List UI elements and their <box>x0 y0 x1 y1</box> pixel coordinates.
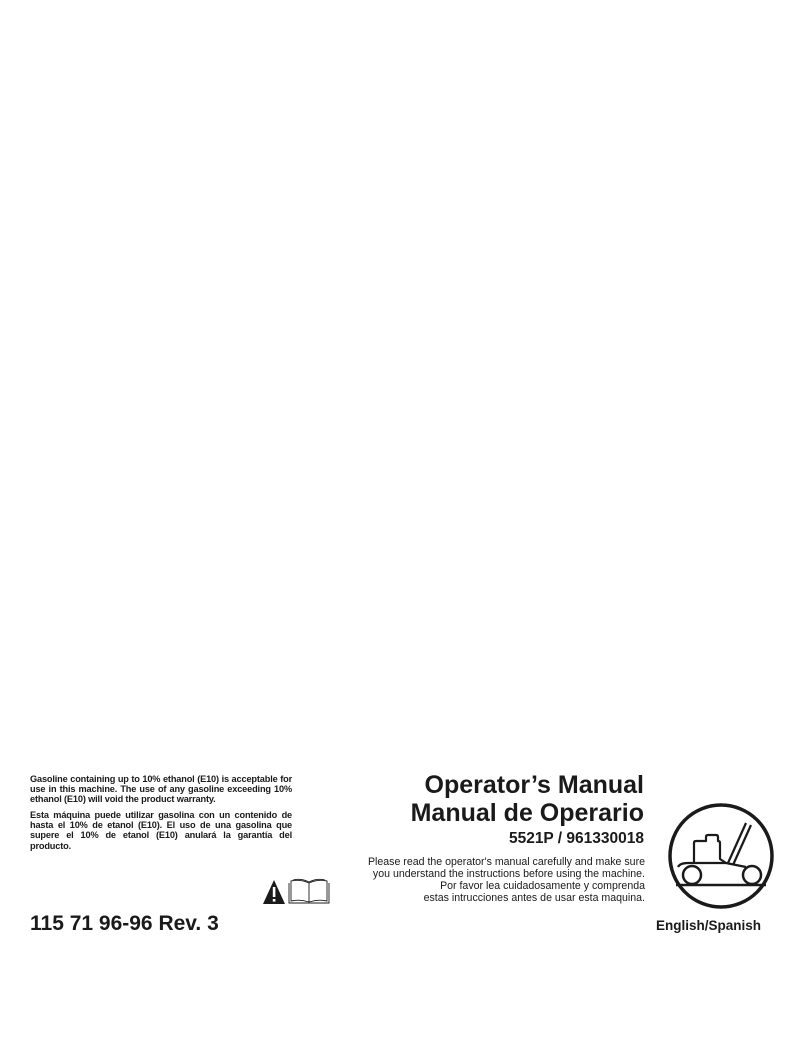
instructions-spanish-line2: estas intrucciones antes de usar esta maquina. <box>423 891 645 904</box>
title-english: Operator’s Manual <box>424 771 644 799</box>
instructions-english-line2: you understand the instructions before using the machine. <box>372 867 645 880</box>
open-book-icon <box>289 879 329 903</box>
title-spanish: Manual de Operario <box>410 799 644 827</box>
ethanol-notice-spanish-text: Esta máquina puede utilizar gasolina con un contenido de hasta el 10% de etanol (E10). El uso de una gasolina que supere el 10% de etanol (E10) anulará la garantía del producto. <box>30 810 292 851</box>
ethanol-notice-english <box>30 774 292 805</box>
model-number: 5521P / 961330018 <box>508 830 644 847</box>
ethanol-notice-english-text: Gasoline containing up to 10% ethanol (E10) is acceptable for use in this machine. The use of any gasoline exceeding 10% ethanol (E10) will void the product warranty. <box>30 774 292 805</box>
instructions-spanish-line1: Por favor lea cuidadosamente y comprenda <box>440 880 645 892</box>
instructions-spanish <box>424 881 645 905</box>
lawn-mower-icon <box>666 801 776 911</box>
instructions-english <box>368 857 645 881</box>
read-manual-warning <box>262 877 332 907</box>
warning-triangle-icon <box>262 877 332 907</box>
part-number: 115 71 96-96 Rev. 3 <box>30 912 219 935</box>
ethanol-notice-spanish <box>30 810 292 851</box>
languages-label: English/Spanish <box>656 918 762 933</box>
instructions-english-line1: Please read the operator's manual carefully and make sure <box>367 856 645 868</box>
